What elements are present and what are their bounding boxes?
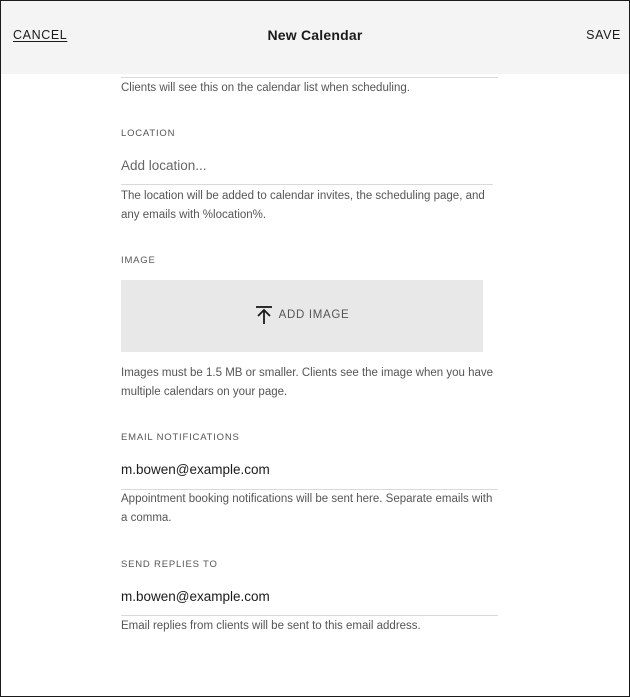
location-underline (121, 184, 493, 185)
location-input[interactable] (121, 155, 491, 175)
save-button[interactable]: SAVE (586, 28, 621, 42)
send-replies-help: Email replies from clients will be sent to this email address. (121, 620, 421, 632)
email-notifications-label: EMAIL NOTIFICATIONS (121, 432, 240, 443)
send-replies-label: SEND REPLIES TO (121, 559, 218, 570)
upload-icon (255, 305, 273, 325)
add-image-content (121, 305, 483, 325)
name-field-help: Clients will see this on the calendar list when scheduling. (121, 82, 410, 94)
send-replies-input[interactable] (121, 586, 491, 606)
header-bar (1, 1, 629, 74)
page-title: New Calendar (267, 27, 363, 43)
image-label: IMAGE (121, 255, 156, 266)
name-field-underline (121, 77, 498, 78)
email-notifications-input[interactable] (121, 459, 491, 479)
email-notifications-help: Appointment booking notifications will be sent here. Separate emails with a comma. (121, 493, 493, 524)
add-image-button[interactable] (121, 280, 483, 352)
location-label: LOCATION (121, 128, 176, 139)
location-help: The location will be added to calendar invites, the scheduling page, and any emails with %location%. (121, 190, 485, 221)
send-replies-underline (121, 615, 498, 616)
add-image-label: ADD IMAGE (278, 309, 350, 321)
image-help: Images must be 1.5 MB or smaller. Clients see the image when you have multiple calendars on your page. (121, 367, 494, 398)
cancel-button[interactable]: CANCEL (13, 28, 68, 42)
